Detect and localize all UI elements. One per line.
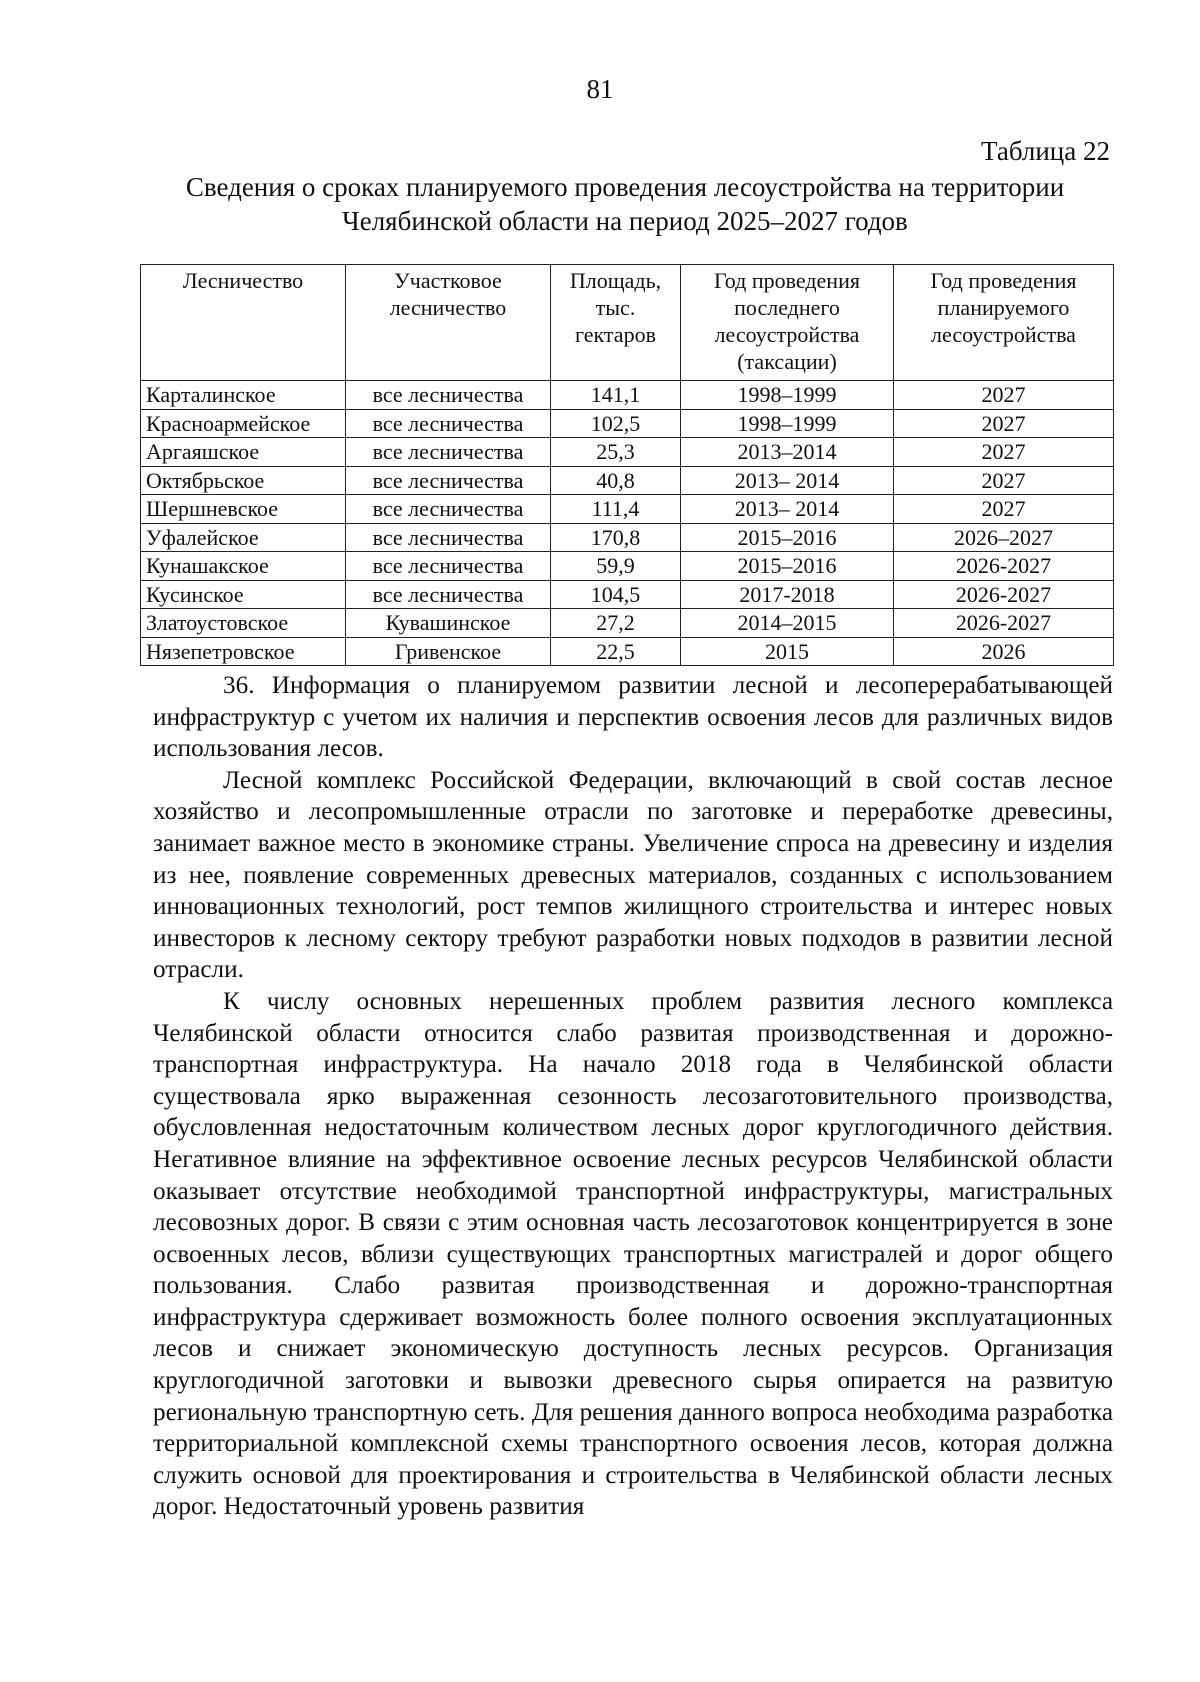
table-cell: 111,4 (551, 495, 681, 524)
table-row (141, 609, 1114, 638)
forestry-table (140, 264, 1114, 666)
table-row (141, 466, 1114, 495)
table-cell: Гривенское (346, 637, 551, 666)
table-cell: 2027 (894, 438, 1114, 467)
table-cell: 2015–2016 (681, 523, 894, 552)
table-cell: Шершневское (141, 495, 346, 524)
table-cell: 104,5 (551, 580, 681, 609)
table-cell: Карталинское (141, 381, 346, 410)
paragraph: 36. Информация о планируемом развитии лесной и лесоперерабатывающей инфраструктур с учетом их наличия и перспектив освоения лесов для различных видов использования лесов. (153, 672, 1113, 763)
table-cell: 2026-2027 (894, 609, 1114, 638)
table-cell: 2026–2027 (894, 523, 1114, 552)
table-cell: все лесничества (346, 495, 551, 524)
table-cell: 2026 (894, 637, 1114, 666)
table-cell: 2027 (894, 495, 1114, 524)
table-title (140, 170, 1110, 238)
table-cell: 1998–1999 (681, 381, 894, 410)
table-cell: все лесничества (346, 523, 551, 552)
table-cell: Аргаяшское (141, 438, 346, 467)
table-cell: 141,1 (551, 381, 681, 410)
column-header: Лесничество (141, 265, 346, 381)
table-cell: 2013–2014 (681, 438, 894, 467)
column-header: Площадь, тыс. гектаров (551, 265, 681, 381)
table-row (141, 409, 1114, 438)
table-cell: 2013– 2014 (681, 495, 894, 524)
table-title-line: Челябинской области на период 2025–2027 годов (342, 206, 908, 236)
paragraph: Лесной комплекс Российской Федерации, включающий в свой состав лесное хозяйство и лесопромышленные отрасли по заготовке и переработке древесины, занимает важное место в экономике страны. Увеличение спроса на древесину и изделия из нее, появление современных древесных материалов, созданных с использованием инновационных технологий, рост темпов жилищного строительства и интерес новых инвесторов к лесному сектору требуют разработки новых подходов в развитии лесной отрасли. (153, 766, 1113, 984)
table-cell: 2027 (894, 466, 1114, 495)
table-cell: 2015 (681, 637, 894, 666)
table-row (141, 381, 1114, 410)
table-body (141, 381, 1114, 666)
table-cell: 2014–2015 (681, 609, 894, 638)
table-cell: Кунашакское (141, 552, 346, 581)
table-row (141, 438, 1114, 467)
table-row (141, 523, 1114, 552)
paragraph: К числу основных нерешенных проблем развития лесного комплекса Челябинской области относится слабо развитая производственная и дорожно-транспортная инфраструктура. На начало 2018 года в Челябинской области существовала ярко выраженная сезонность лесозаготовительного производства, обусловленная недостаточным количеством лесных дорог круглогодичного действия. Негативное влияние на эффективное освоение лесных ресурсов Челябинской области оказывает отсутствие необходимой транспортной инфраструктуры, магистральных лесовозных дорог. В связи с этим основная часть лесозаготовок концентрируется в зоне освоенных лесов, вблизи существующих транспортных магистралей и дорог общего пользования. Слабо развитая производственная и дорожно-транспортная инфраструктура сдерживает возможность более полного освоения эксплуатационных лесов и снижает экономическую доступность лесных ресурсов. Организация круглогодичной заготовки и вывозки древесного сырья опирается на развитую региональную транспортную сеть. Для решения данного вопроса необходима разработка территориальной комплексной схемы транспортного освоения лесов, которая должна служить основой для проектирования и строительства в Челябинской области лесных дорог. Недостаточный уровень развития (153, 987, 1113, 1521)
table-title-line: Сведения о сроках планируемого проведения лесоустройства на территории (185, 172, 1065, 202)
table-cell: 59,9 (551, 552, 681, 581)
table-row (141, 580, 1114, 609)
table-cell: 40,8 (551, 466, 681, 495)
table-cell: 27,2 (551, 609, 681, 638)
table-cell: 1998–1999 (681, 409, 894, 438)
table-cell: Октябрьское (141, 466, 346, 495)
table-cell: Златоустовское (141, 609, 346, 638)
table-cell: 2017-2018 (681, 580, 894, 609)
column-header: Участковое лесничество (346, 265, 551, 381)
table-cell: Нязепетровское (141, 637, 346, 666)
table-cell: все лесничества (346, 409, 551, 438)
table-cell: все лесничества (346, 552, 551, 581)
table-cell: 170,8 (551, 523, 681, 552)
table-cell: 2013– 2014 (681, 466, 894, 495)
table-row (141, 495, 1114, 524)
table-cell: Красноармейское (141, 409, 346, 438)
table-cell: все лесничества (346, 580, 551, 609)
table-cell: все лесничества (346, 438, 551, 467)
table-row (141, 552, 1114, 581)
table-cell: 102,5 (551, 409, 681, 438)
table-cell: 2027 (894, 409, 1114, 438)
column-header: Год проведения последнего лесоустройства (таксации) (681, 265, 894, 381)
table-cell: 2027 (894, 381, 1114, 410)
column-header: Год проведения планируемого лесоустройства (894, 265, 1114, 381)
table-cell: 2026-2027 (894, 552, 1114, 581)
table-cell: 25,3 (551, 438, 681, 467)
table-cell: все лесничества (346, 466, 551, 495)
table-cell: 2026-2027 (894, 580, 1114, 609)
table-row (141, 637, 1114, 666)
table-cell: 22,5 (551, 637, 681, 666)
table-header-row (141, 265, 1114, 381)
table-label: Таблица 22 (981, 136, 1110, 166)
page-number: 81 (586, 74, 614, 104)
body-text (153, 670, 1113, 1523)
table-cell: Кувашинское (346, 609, 551, 638)
table-cell: Кусинское (141, 580, 346, 609)
table-cell: 2015–2016 (681, 552, 894, 581)
table-cell: все лесничества (346, 381, 551, 410)
table-cell: Уфалейское (141, 523, 346, 552)
